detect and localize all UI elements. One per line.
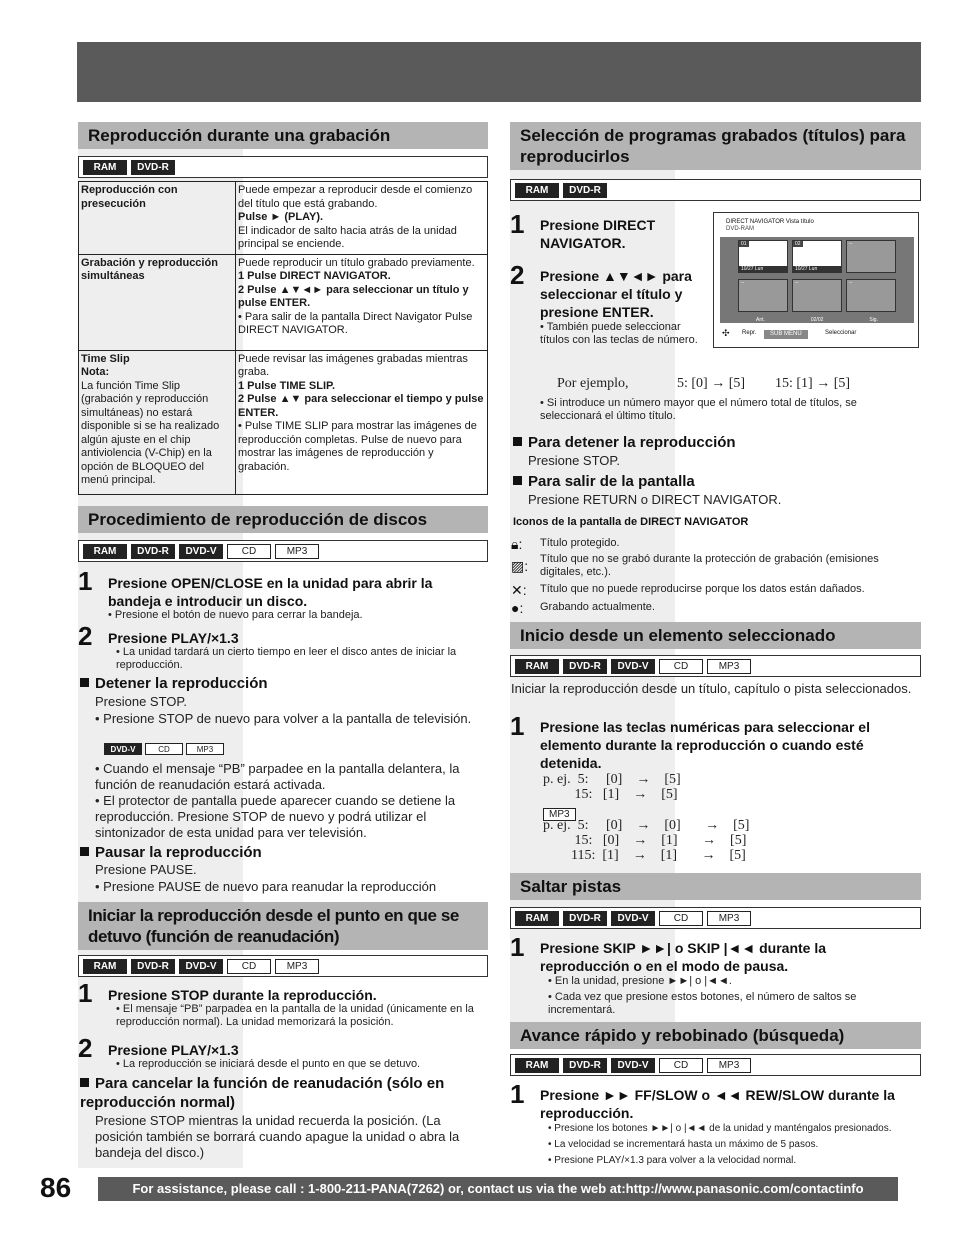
section-title-search: Avance rápido y rebobinado (búsqueda) <box>510 1022 921 1049</box>
row-label-time-slip: Time Slip Nota: La función Time Slip (grabación y reproducción simultáneas) no estará disponible si se ha realizado algún ajuste en el chip antiviolencia (V-Chip) en la opción de BLOQUEO del menú principal. <box>79 350 236 494</box>
step-number-2: 2 <box>78 621 93 651</box>
row-content: Puede reproducir un título grabado previamente. 1 Pulse DIRECT NAVIGATOR. 2 Pulse ▲▼◄► para seleccionar un título y pulse ENTER. • Para salir de la pantalla Direct Navigator Pulse DIRECT NAVIGATOR. <box>236 254 488 350</box>
icons-title: Iconos de la pantalla de DIRECT NAVIGATOR <box>513 516 749 528</box>
mp3-tag: MP3 <box>543 804 576 822</box>
disc-tags: RAM DVD-R DVD-V CD MP3 <box>510 907 921 929</box>
section-title-recording-playback: Reproducción durante una grabación <box>78 122 488 149</box>
example-a: p. ej. 5: [0] → [5] 15: [1] → [5] <box>543 772 681 802</box>
no-record-icon: ▨: <box>511 558 529 574</box>
thumbnail-4: -- <box>738 279 788 312</box>
lock-icon: 🔒︎: <box>511 536 523 552</box>
subheading-stop-playback: Para detener la reproducción <box>513 433 736 452</box>
row-content: Puede empezar a reproducir desde el comienzo del título que está grabando. Pulse ► (PLAY). El indicador de salto hacia atrás de la unidad principal se enciende. <box>236 182 488 255</box>
top-banner <box>77 42 921 102</box>
disc-tags: RAM DVD-R DVD-V CD MP3 <box>510 1054 921 1076</box>
disc-tags: RAM DVD-R DVD-V CD MP3 <box>78 955 488 977</box>
small-disc-tags: DVD-V CD MP3 <box>104 743 224 755</box>
step-number-1: 1 <box>510 1079 525 1109</box>
page-number: 86 <box>40 1172 72 1203</box>
step-text: Presione PLAY/×1.3 <box>108 630 239 646</box>
recording-icon: ●: <box>511 600 524 616</box>
thumbnail-1: 01 10/27 Lun <box>738 240 788 273</box>
step-text: Presione OPEN/CLOSE en la unidad para abrir la bandeja e introducir un disco. <box>108 575 433 609</box>
dpad-icon: ✣ <box>722 328 730 338</box>
thumbnail-6: -- <box>846 279 896 312</box>
thumbnail-5: -- <box>792 279 842 312</box>
row-content: Puede revisar las imágenes grabadas mientras graba. 1 Pulse TIME SLIP. 2 Pulse ▲▼ para seleccionar el tiempo y pulse ENTER. • Pulse TIME SLIP para mostrar las imágenes de reproducción completas. Pulse de nuevo para mostrar las imágenes de reproducción y grabación. <box>236 350 488 494</box>
subheading-stop: Detener la reproducción <box>80 674 268 693</box>
row-label: Grabación y reproducción simultáneas <box>79 254 236 350</box>
damaged-icon: ✕: <box>511 582 527 598</box>
disc-tags: RAM DVD-R DVD-V CD MP3 <box>510 655 921 677</box>
step-number-1: 1 <box>510 932 525 962</box>
page-nav: Ant. 02/02 Sig. <box>756 317 878 323</box>
section-title-select-titles: Selección de programas grabados (títulos) para reproducirlos <box>510 122 921 170</box>
example-b: p. ej. 5: [0] → [0] → [5] 15: [0] → [1] → [5] 115: [1] → [1] → [5] <box>543 818 750 863</box>
subheading-pause: Pausar la reproducción <box>80 843 262 862</box>
direct-navigator-screen: DIRECT NAVIGATOR Vista título DVD-RAM 01 10/27 Lun 02 10/27 Lun -- -- -- -- Ant. 02/02 Sig. ✣ Repr. SUB MENU Seleccionar <box>713 212 919 348</box>
step-note: • La unidad tardará un cierto tiempo en leer el disco antes de iniciar la reproducción. <box>116 646 457 671</box>
step-number-1: 1 <box>510 711 525 741</box>
tag-ram: RAM <box>83 160 127 175</box>
step-number-2: 2 <box>510 260 525 290</box>
section-title-start-selected: Inicio desde un elemento seleccionado <box>510 622 921 649</box>
subheading-cancel-resume: Para cancelar la función de reanudación (sólo en reproducción normal) <box>80 1074 488 1112</box>
step-number-1: 1 <box>510 209 525 239</box>
recording-playback-table <box>78 181 488 495</box>
step-number-2: 2 <box>78 1033 93 1063</box>
step-note: • Presione el botón de nuevo para cerrar la bandeja. <box>108 609 363 621</box>
step-number-1: 1 <box>78 566 93 596</box>
disc-tags: RAM DVD-R <box>510 179 921 201</box>
disc-tags <box>78 156 488 178</box>
tag-dvdr: DVD-R <box>131 160 175 175</box>
section-title-resume: Iniciar la reproducción desde el punto en que se detuvo (función de reanudación) <box>78 902 488 950</box>
section-title-disc-playback: Procedimiento de reproducción de discos <box>78 506 488 533</box>
subheading-exit-screen: Para salir de la pantalla <box>513 472 695 491</box>
row-label: Reproducción con presecución <box>79 182 236 255</box>
footer-bar: For assistance, please call : 1-800-211-PANA(7262) or, contact us via the web at:http://www.panasonic.com/contactinfo <box>98 1177 898 1201</box>
screen-footer: ✣ Repr. SUB MENU Seleccionar <box>722 328 857 338</box>
thumbnail-2: 02 10/27 Lun <box>792 240 842 273</box>
section-title-skip: Saltar pistas <box>510 873 921 900</box>
thumbnail-3: -- <box>846 240 896 273</box>
step-number-1: 1 <box>78 978 93 1008</box>
disc-tags: RAM DVD-R DVD-V CD MP3 <box>78 540 488 562</box>
